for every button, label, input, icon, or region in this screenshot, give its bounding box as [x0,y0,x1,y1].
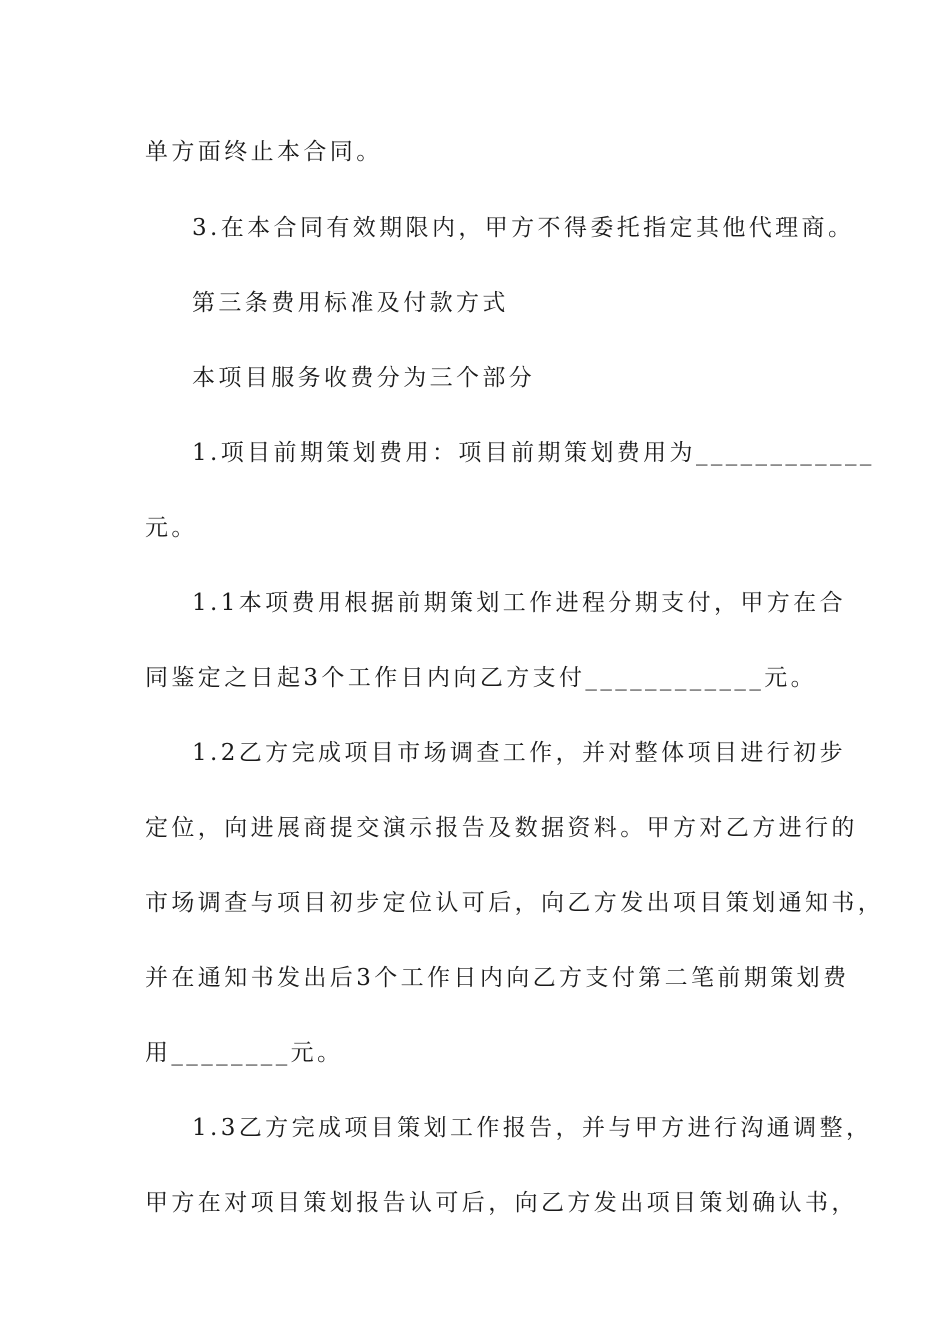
paragraph-line: 定位，向进展商提交演示报告及数据资料。甲方对乙方进行的 [145,815,858,841]
item-1-1-line: 1.1本项费用根据前期策划工作进程分期支付，甲方在合 [192,590,846,616]
paragraph-line: 市场调查与项目初步定位认可后，向乙方发出项目策划通知书， [145,890,885,916]
section-heading: 第三条费用标准及付款方式 [192,290,509,316]
item-1-line: 1.项目前期策划费用：项目前期策划费用为____________ [192,440,875,466]
paragraph-line: 元。 [145,515,198,541]
paragraph-line: 同鉴定之日起3个工作日内向乙方支付____________元。 [145,665,818,691]
item-1-3-line: 1.3乙方完成项目策划工作报告，并与甲方进行沟通调整， [192,1115,873,1141]
clause-3-line: 3.在本合同有效期限内，甲方不得委托指定其他代理商。 [192,215,855,241]
paragraph-line: 单方面终止本合同。 [145,139,383,165]
paragraph-line: 用________元。 [145,1040,344,1066]
paragraph-line: 并在通知书发出后3个工作日内向乙方支付第二笔前期策划费 [145,965,850,991]
item-1-2-line: 1.2乙方完成项目市场调查工作，并对整体项目进行初步 [192,740,846,766]
paragraph-line: 甲方在对项目策划报告认可后，向乙方发出项目策划确认书， [145,1190,858,1216]
paragraph-line: 本项目服务收费分为三个部分 [192,365,536,391]
